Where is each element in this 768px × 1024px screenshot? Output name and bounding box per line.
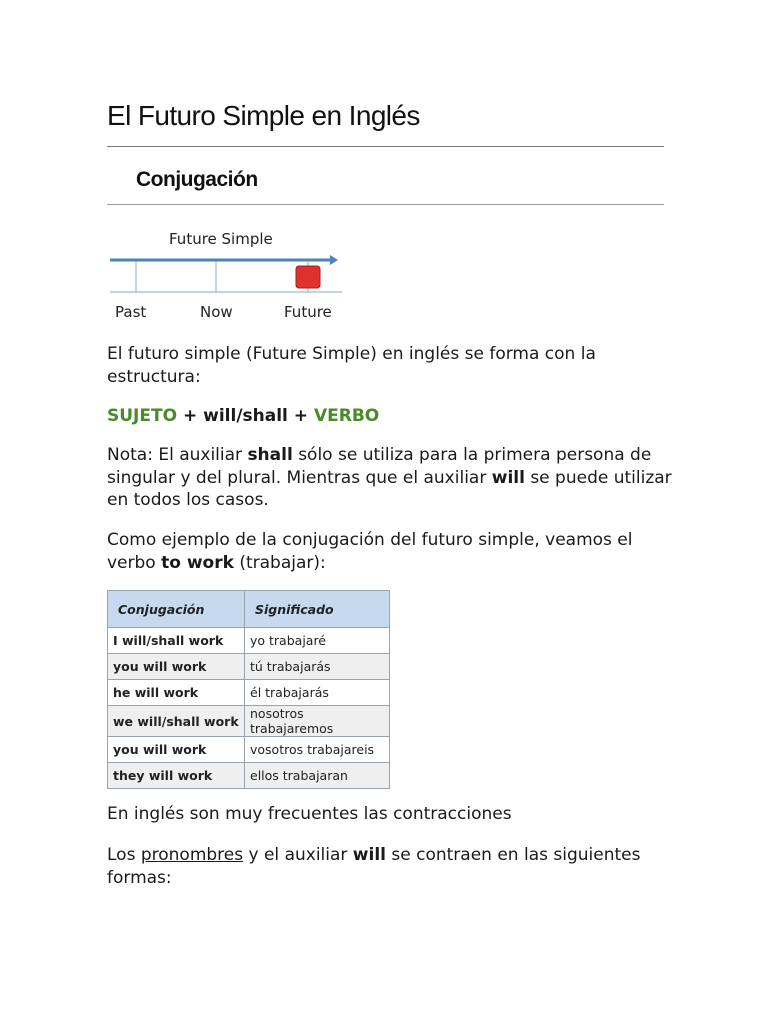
formula-will: will/shall bbox=[203, 406, 288, 426]
contractions-intro-paragraph bbox=[107, 844, 677, 889]
table-row bbox=[108, 680, 390, 706]
formula-plus-1: + bbox=[177, 406, 204, 426]
contr-text-b: y el auxiliar bbox=[243, 845, 353, 865]
table-header-significado: Significado bbox=[245, 591, 390, 628]
formula-subject: SUJETO bbox=[107, 406, 178, 426]
formula bbox=[107, 405, 677, 428]
pronombres-link[interactable]: pronombres bbox=[140, 845, 244, 865]
table-cell-conjugation: I will/shall work bbox=[108, 628, 245, 654]
note-shall: shall bbox=[247, 445, 293, 465]
timeline-label: Future Simple bbox=[169, 230, 273, 248]
section-title: Conjugación bbox=[136, 168, 258, 191]
formula-plus-2: + bbox=[287, 406, 314, 426]
table-cell-meaning: vosotros trabajareis bbox=[245, 737, 390, 763]
page-title: El Futuro Simple en Inglés bbox=[107, 100, 420, 131]
table-header-conjugacion: Conjugación bbox=[108, 591, 245, 628]
table-row bbox=[108, 628, 390, 654]
section-divider bbox=[107, 204, 664, 205]
formula-verb: VERBO bbox=[313, 406, 380, 426]
example-text-b: (trabajar): bbox=[233, 552, 326, 573]
contr-text-a: Los bbox=[107, 845, 141, 865]
note-text-a: Nota: El auxiliar bbox=[107, 445, 248, 465]
table-cell-conjugation: they will work bbox=[108, 763, 245, 789]
table-row bbox=[108, 706, 390, 737]
future-marker bbox=[296, 266, 320, 288]
timeline-arrowhead bbox=[330, 255, 338, 265]
example-verb: to work bbox=[161, 552, 234, 573]
table-row bbox=[108, 763, 390, 789]
table-cell-meaning: nosotros trabajaremos bbox=[245, 706, 390, 737]
timeline-tick-label-past: Past bbox=[115, 303, 147, 321]
table-header-row bbox=[108, 591, 390, 628]
contr-will: will bbox=[352, 845, 386, 865]
note-text-c: se puede utilizar en todos los casos. bbox=[107, 467, 672, 510]
timeline-tick-label-now: Now bbox=[200, 303, 233, 321]
table-cell-meaning: yo trabajaré bbox=[245, 628, 390, 654]
timeline-diagram bbox=[106, 226, 346, 326]
title-divider bbox=[107, 146, 664, 147]
note-text-b: sólo se utiliza para la primera persona de singular y del plural. Mientras que el auxiliar bbox=[107, 445, 652, 488]
contr-text-c: se contraen en las siguientes formas: bbox=[107, 845, 641, 888]
table-cell-meaning: él trabajarás bbox=[245, 680, 390, 706]
table-row bbox=[108, 654, 390, 680]
table-cell-meaning: tú trabajarás bbox=[245, 654, 390, 680]
timeline-tick-label-future: Future bbox=[284, 303, 332, 321]
contractions-paragraph: En inglés son muy frecuentes las contracciones bbox=[107, 804, 512, 824]
example-paragraph bbox=[107, 529, 677, 574]
table-row bbox=[108, 737, 390, 763]
table-cell-conjugation: you will work bbox=[108, 654, 245, 680]
example-text-a: Como ejemplo de la conjugación del futuro simple, veamos el verbo bbox=[107, 530, 633, 573]
note-will: will bbox=[491, 467, 525, 488]
note-paragraph bbox=[107, 444, 677, 512]
conjugation-table bbox=[107, 590, 390, 789]
intro-paragraph: El futuro simple (Future Simple) en inglés se forma con la estructura: bbox=[107, 344, 596, 387]
table-cell-conjugation: he will work bbox=[108, 680, 245, 706]
table-cell-meaning: ellos trabajaran bbox=[245, 763, 390, 789]
table-cell-conjugation: you will work bbox=[108, 737, 245, 763]
table-cell-conjugation: we will/shall work bbox=[108, 706, 245, 737]
